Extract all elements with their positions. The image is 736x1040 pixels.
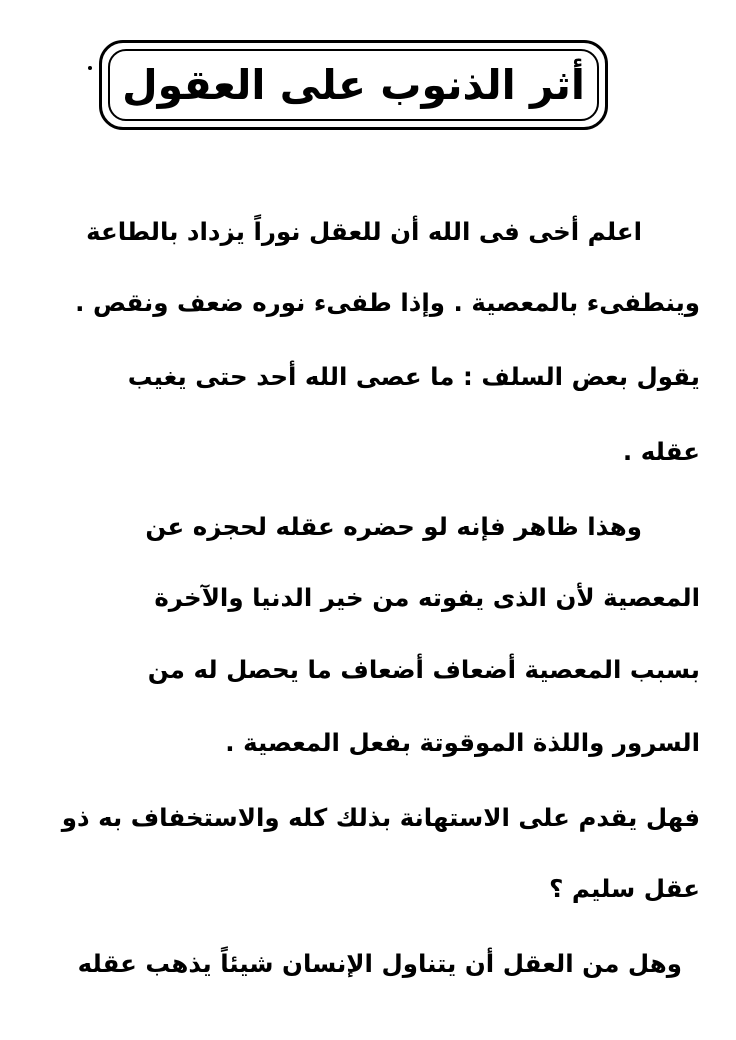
text-line-10: عقل سليم ؟ [549, 874, 700, 903]
ink-speck [88, 66, 92, 70]
text-line-9: فهل يقدم على الاستهانة بذلك كله والاستخفاف به ذو [61, 803, 700, 832]
text-line-8: السرور واللذة الموقوتة بفعل المعصية . [225, 728, 700, 757]
text-line-6: المعصية لأن الذى يفوته من خير الدنيا والآخرة [154, 583, 700, 612]
page-title: أثر الذنوب على العقول [122, 60, 585, 109]
text-line-7: بسبب المعصية أضعاف أضعاف ما يحصل له من [147, 655, 700, 684]
title-frame [99, 40, 608, 130]
title-frame-inner [108, 49, 599, 121]
text-line-11: وهل من العقل أن يتناول الإنسان شيئاً يذهب عقله [77, 949, 682, 978]
text-line-2: وينطفىء بالمعصية . وإذا طفىء نوره ضعف ونقص . [75, 288, 700, 317]
text-line-3: يقول بعض السلف : ما عصى الله أحد حتى يغيب [127, 362, 700, 391]
text-line-4: عقله . [622, 437, 700, 466]
text-line-1: اعلم أخى فى الله أن للعقل نوراً يزداد بالطاعة [86, 217, 642, 246]
text-line-5: وهذا ظاهر فإنه لو حضره عقله لحجزه عن [145, 512, 642, 541]
